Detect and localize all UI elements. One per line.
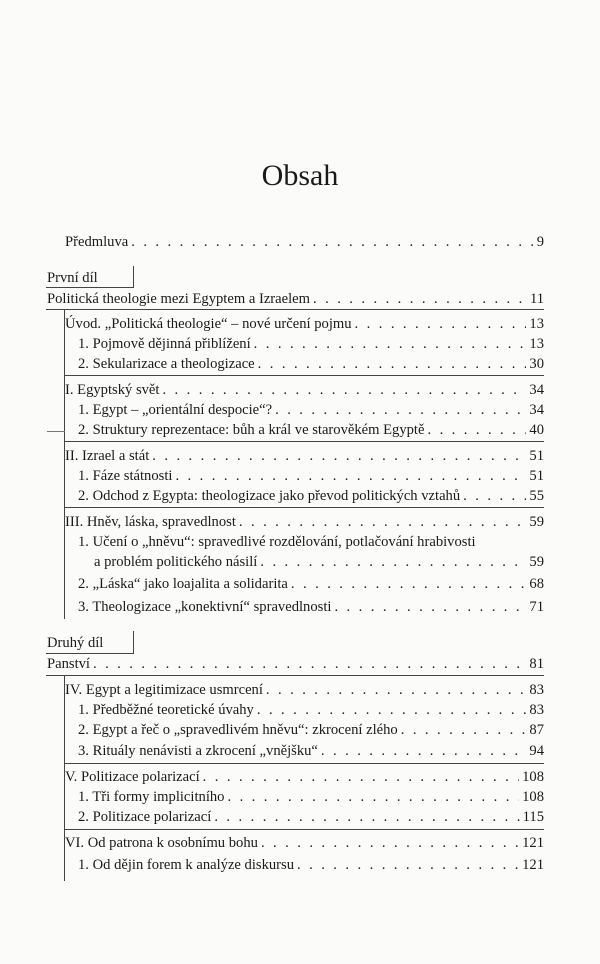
toc-entry-label: 2. Odchod z Egypta: theologizace jako převod politických vztahů xyxy=(78,488,461,504)
toc-leader-dots xyxy=(260,552,526,572)
toc-leader-dots xyxy=(175,466,526,486)
toc-page-number: 30 xyxy=(529,356,544,372)
toc-entry-label: 1. Pojmově dějinná přiblížení xyxy=(78,336,251,352)
toc-entry-chapter-3 xyxy=(65,512,544,532)
toc-leader-dots xyxy=(203,767,519,787)
toc-entry-chapter-3-1 xyxy=(94,552,544,572)
toc-entry-label: Panství xyxy=(47,656,90,672)
toc-page-number: 34 xyxy=(529,382,544,398)
toc-page-number: 40 xyxy=(529,422,544,438)
toc-page-number: 13 xyxy=(529,336,544,352)
section-rule xyxy=(46,309,544,310)
toc-entry-chapter-6-1 xyxy=(78,855,544,875)
section-rule xyxy=(64,829,544,830)
toc-leader-dots xyxy=(257,700,527,720)
toc-entry-chapter-3-2 xyxy=(78,574,544,594)
toc-leader-dots xyxy=(321,741,526,761)
toc-page-number: 68 xyxy=(529,576,544,592)
toc-page-number: 81 xyxy=(529,656,544,672)
toc-entry-label: III. Hněv, láska, spravedlnost xyxy=(65,514,236,530)
toc-leader-dots xyxy=(258,354,527,374)
toc-entry-chapter-5 xyxy=(65,767,544,787)
toc-entry-label: 2. „Láska“ jako loajalita a solidarita xyxy=(78,576,288,592)
toc-entry-label: 1. Předběžné teoretické úvahy xyxy=(78,702,254,718)
toc-entry-chapter-3-3 xyxy=(78,597,544,617)
toc-page-number: 59 xyxy=(529,514,544,530)
toc-entry-chapter-2-2 xyxy=(78,486,544,506)
toc-entry-label: 3. Rituály nenávisti a zkrocení „vnějšku“ xyxy=(78,743,318,759)
toc-page-number: 51 xyxy=(529,468,544,484)
toc-page-number: 94 xyxy=(529,743,544,759)
toc-page-number: 121 xyxy=(522,857,544,873)
toc-entry-label: 1. Od dějin forem k analýze diskursu xyxy=(78,857,295,873)
toc-page-number: 9 xyxy=(536,234,544,250)
toc-leader-dots xyxy=(261,833,519,853)
toc-page-number: 51 xyxy=(529,448,544,464)
toc-page-number: 115 xyxy=(522,809,544,825)
toc-entry-label: VI. Od patrona k osobnímu bohu xyxy=(65,835,258,851)
toc-entry-panstvi xyxy=(47,654,544,674)
section-rule xyxy=(64,507,544,508)
part-heading-bracket xyxy=(133,266,134,287)
toc-entry-label: I. Egyptský svět xyxy=(65,382,160,398)
toc-entry-chapter-1-1 xyxy=(78,400,544,420)
toc-entry-chapter-6 xyxy=(65,833,544,853)
toc-leader-dots xyxy=(334,597,526,617)
toc-entry-label: 2. Sekularizace a theologizace xyxy=(78,356,255,372)
toc-entry-chapter-4-1 xyxy=(78,700,544,720)
part-heading-1: První díl xyxy=(47,270,98,286)
toc-entry-chapter-5-2 xyxy=(78,807,544,827)
toc-entry-chapter-4-2 xyxy=(78,720,544,740)
toc-entry-label: Úvod. „Politická theologie“ – nové určení pojmu xyxy=(65,316,352,332)
toc-leader-dots xyxy=(254,334,527,354)
toc-page-number: 108 xyxy=(522,789,544,805)
toc-leader-dots xyxy=(463,486,526,506)
toc-entry-chapter-5-1 xyxy=(78,787,544,807)
toc-entry-label: II. Izrael a stát xyxy=(65,448,150,464)
toc-page-number: 59 xyxy=(529,554,544,570)
toc-entry-label: 1. Fáze státnosti xyxy=(78,468,173,484)
toc-entry-label: 3. Theologizace „konektivní“ spravedlnosti xyxy=(78,599,332,615)
toc-leader-dots xyxy=(93,654,526,674)
page-title: Obsah xyxy=(261,159,339,192)
toc-entry-chapter-2-1 xyxy=(78,466,544,486)
section-rule xyxy=(64,763,544,764)
toc-entry-label: 2. Egypt a řeč o „spravedlivém hněvu“: zkrocení zlého xyxy=(78,722,398,738)
toc-leader-dots xyxy=(227,787,519,807)
toc-leader-dots xyxy=(275,400,526,420)
toc-leader-dots xyxy=(313,289,527,309)
part-heading-bracket xyxy=(133,631,134,653)
toc-entry-label: 1. Tři formy implicitního xyxy=(78,789,225,805)
toc-entry-label: IV. Egypt a legitimizace usmrcení xyxy=(65,682,263,698)
toc-entry-chapter-4-3 xyxy=(78,741,544,761)
toc-leader-dots xyxy=(162,380,526,400)
toc-entry-chapter-1 xyxy=(65,380,544,400)
toc-entry-part1-title xyxy=(47,289,544,309)
toc-entry-predmluva xyxy=(65,232,544,252)
toc-entry-label: V. Politizace polarizací xyxy=(65,769,200,785)
toc-leader-dots xyxy=(355,314,527,334)
toc-page-number: 108 xyxy=(522,769,544,785)
toc-page-number: 34 xyxy=(529,402,544,418)
toc-leader-dots xyxy=(401,720,527,740)
toc-page-number: 71 xyxy=(529,599,544,615)
toc-entry-uvod-2 xyxy=(78,354,544,374)
toc-entry-label: Politická theologie mezi Egyptem a Izraelem xyxy=(47,291,310,307)
toc-entry-label: a problém politického násilí xyxy=(94,554,258,570)
toc-leader-dots xyxy=(266,680,527,700)
toc-entry-label: 2. Politizace polarizací xyxy=(78,809,212,825)
toc-page-number: 13 xyxy=(529,316,544,332)
toc-leader-dots xyxy=(291,574,527,594)
toc-leader-dots xyxy=(297,855,519,875)
toc-entry-chapter-1-2 xyxy=(78,420,544,440)
toc-entry-label: 2. Struktury reprezentace: bůh a král ve starověkém Egyptě xyxy=(78,422,425,438)
toc-page-number: 11 xyxy=(529,291,544,307)
part-heading-underline xyxy=(46,287,134,288)
toc-leader-dots xyxy=(131,232,533,252)
toc-page-number: 55 xyxy=(529,488,544,504)
part-heading-2: Druhý díl xyxy=(47,635,104,651)
toc-leader-dots xyxy=(427,420,526,440)
toc-entry-uvod xyxy=(65,314,544,334)
toc-entry-chapter-3-1-line1: 1. Učení o „hněvu“: spravedlivé rozdělování, potlačování hrabivosti xyxy=(78,534,476,550)
section-rule xyxy=(64,375,544,376)
pen-mark xyxy=(47,431,65,432)
toc-page-number: 83 xyxy=(529,682,544,698)
toc-entry-chapter-2 xyxy=(65,446,544,466)
section-rule xyxy=(64,441,544,442)
toc-leader-dots xyxy=(239,512,527,532)
toc-leader-dots xyxy=(214,807,519,827)
toc-page-number: 83 xyxy=(529,702,544,718)
toc-page-number: 121 xyxy=(522,835,544,851)
toc-entry-label: 1. Egypt – „orientální despocie“? xyxy=(78,402,273,418)
toc-page-number: 87 xyxy=(529,722,544,738)
toc-entry-uvod-1 xyxy=(78,334,544,354)
toc-entry-chapter-4 xyxy=(65,680,544,700)
section-rule xyxy=(46,675,544,676)
toc-leader-dots xyxy=(152,446,526,466)
toc-entry-label: Předmluva xyxy=(65,234,129,250)
